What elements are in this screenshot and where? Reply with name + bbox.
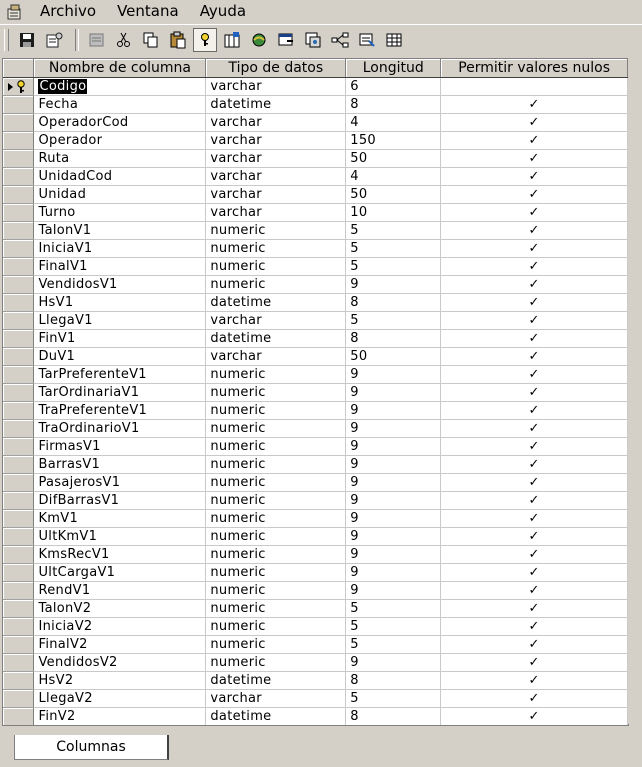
table-row[interactable]: [3, 438, 628, 456]
row-selector[interactable]: [3, 708, 34, 726]
table-row[interactable]: [3, 204, 628, 222]
cell-allow-nulls[interactable]: ✓: [441, 708, 628, 726]
cell-column-name[interactable]: UnidadCod: [34, 168, 206, 186]
paste-icon[interactable]: [166, 28, 190, 52]
cell-allow-nulls[interactable]: [441, 78, 628, 96]
row-selector[interactable]: [3, 510, 34, 528]
cell-allow-nulls[interactable]: ✓: [441, 402, 628, 420]
row-selector[interactable]: [3, 222, 34, 240]
cell-length[interactable]: 9: [346, 510, 441, 528]
row-selector[interactable]: [3, 474, 34, 492]
tab-strip: [0, 731, 642, 767]
cell-column-name[interactable]: TraPreferenteV1: [34, 402, 206, 420]
cell-allow-nulls[interactable]: ✓: [441, 384, 628, 402]
cell-data-type[interactable]: numeric: [206, 402, 346, 420]
cell-allow-nulls[interactable]: ✓: [441, 438, 628, 456]
right-pane: [628, 58, 642, 724]
row-selector[interactable]: [3, 528, 34, 546]
cell-data-type[interactable]: datetime: [206, 672, 346, 690]
cell-data-type[interactable]: numeric: [206, 420, 346, 438]
toolbar-separator: [75, 29, 79, 51]
cell-allow-nulls[interactable]: ✓: [441, 672, 628, 690]
table-row[interactable]: [3, 114, 628, 132]
cell-allow-nulls[interactable]: ✓: [441, 636, 628, 654]
cell-length[interactable]: 6: [346, 78, 441, 96]
cell-length[interactable]: 9: [346, 474, 441, 492]
cell-data-type[interactable]: varchar: [206, 78, 346, 96]
cell-allow-nulls[interactable]: ✓: [441, 510, 628, 528]
cell-data-type[interactable]: varchar: [206, 186, 346, 204]
cell-length[interactable]: 4: [346, 168, 441, 186]
columns-grid: [2, 58, 629, 726]
primary-key-icon: [15, 80, 27, 94]
cell-allow-nulls[interactable]: ✓: [441, 276, 628, 294]
header-row: [3, 59, 628, 78]
cell-data-type[interactable]: numeric: [206, 222, 346, 240]
toolbar: [0, 24, 642, 55]
cell-length[interactable]: 9: [346, 384, 441, 402]
cell-allow-nulls[interactable]: ✓: [441, 204, 628, 222]
row-selector[interactable]: [3, 132, 34, 150]
row-selector[interactable]: [3, 654, 34, 672]
cell-column-name[interactable]: LlegaV1: [34, 312, 206, 330]
cell-length[interactable]: 5: [346, 222, 441, 240]
cut-icon[interactable]: [112, 28, 136, 52]
cell-allow-nulls[interactable]: ✓: [441, 456, 628, 474]
menu-bar: [0, 0, 642, 23]
row-selector[interactable]: [3, 78, 34, 96]
cell-column-name[interactable]: UltCargaV1: [34, 564, 206, 582]
table-row[interactable]: [3, 348, 628, 366]
cell-length[interactable]: 8: [346, 672, 441, 690]
cell-data-type[interactable]: numeric: [206, 258, 346, 276]
table-row[interactable]: [3, 330, 628, 348]
table-row[interactable]: [3, 708, 628, 726]
delete-column-icon[interactable]: [247, 28, 271, 52]
cell-column-name[interactable]: [34, 78, 206, 96]
cell-data-type[interactable]: numeric: [206, 240, 346, 258]
row-selector[interactable]: [3, 96, 34, 114]
row-selector[interactable]: [3, 600, 34, 618]
table-row[interactable]: [3, 96, 628, 114]
row-selector[interactable]: [3, 258, 34, 276]
cell-column-name[interactable]: Unidad: [34, 186, 206, 204]
cell-column-name[interactable]: IniciaV2: [34, 618, 206, 636]
table-row[interactable]: [3, 78, 628, 96]
row-selector[interactable]: [3, 240, 34, 258]
cell-data-type[interactable]: numeric: [206, 438, 346, 456]
cell-length[interactable]: 10: [346, 204, 441, 222]
cell-length[interactable]: 9: [346, 402, 441, 420]
cell-data-type[interactable]: datetime: [206, 708, 346, 726]
table-row[interactable]: [3, 636, 628, 654]
cell-data-type[interactable]: numeric: [206, 456, 346, 474]
table-row[interactable]: [3, 168, 628, 186]
cell-allow-nulls[interactable]: ✓: [441, 600, 628, 618]
cell-length[interactable]: 9: [346, 366, 441, 384]
cell-allow-nulls[interactable]: ✓: [441, 348, 628, 366]
cell-column-name[interactable]: RendV1: [34, 582, 206, 600]
row-selector[interactable]: [3, 186, 34, 204]
save-icon[interactable]: [15, 28, 39, 52]
menu-archivo[interactable]: Archivo: [40, 2, 97, 20]
table-row[interactable]: [3, 672, 628, 690]
indexes-icon[interactable]: [301, 28, 325, 52]
cell-allow-nulls[interactable]: ✓: [441, 294, 628, 312]
table-row[interactable]: [3, 312, 628, 330]
cell-column-name[interactable]: VendidosV1: [34, 276, 206, 294]
header-length[interactable]: Longitud: [346, 59, 441, 78]
row-selector[interactable]: [3, 114, 34, 132]
cell-allow-nulls[interactable]: ✓: [441, 114, 628, 132]
table-view-icon[interactable]: [355, 28, 379, 52]
cell-allow-nulls[interactable]: ✓: [441, 258, 628, 276]
cell-data-type[interactable]: varchar: [206, 114, 346, 132]
cell-length[interactable]: 9: [346, 276, 441, 294]
table-row[interactable]: [3, 420, 628, 438]
cell-allow-nulls[interactable]: ✓: [441, 582, 628, 600]
cell-allow-nulls[interactable]: ✓: [441, 222, 628, 240]
cell-data-type[interactable]: varchar: [206, 690, 346, 708]
insert-column-icon[interactable]: [220, 28, 244, 52]
table-row[interactable]: [3, 654, 628, 672]
cell-allow-nulls[interactable]: ✓: [441, 186, 628, 204]
cell-length[interactable]: 8: [346, 708, 441, 726]
cell-column-name[interactable]: FinalV1: [34, 258, 206, 276]
cell-column-name[interactable]: Fecha: [34, 96, 206, 114]
cell-data-type[interactable]: numeric: [206, 276, 346, 294]
cell-data-type[interactable]: numeric: [206, 564, 346, 582]
cell-data-type[interactable]: varchar: [206, 204, 346, 222]
row-selector[interactable]: [3, 492, 34, 510]
table-row[interactable]: [3, 132, 628, 150]
cell-length[interactable]: 5: [346, 690, 441, 708]
cell-length[interactable]: 5: [346, 636, 441, 654]
row-selector[interactable]: [3, 384, 34, 402]
cell-data-type[interactable]: numeric: [206, 492, 346, 510]
cell-length[interactable]: 9: [346, 654, 441, 672]
row-selector[interactable]: [3, 582, 34, 600]
table-row[interactable]: [3, 366, 628, 384]
row-selector[interactable]: [3, 438, 34, 456]
cell-allow-nulls[interactable]: ✓: [441, 168, 628, 186]
properties-icon[interactable]: [42, 28, 66, 52]
cell-column-name[interactable]: TalonV2: [34, 600, 206, 618]
cell-column-name[interactable]: TarOrdinariaV1: [34, 384, 206, 402]
cell-data-type[interactable]: varchar: [206, 150, 346, 168]
cell-allow-nulls[interactable]: ✓: [441, 366, 628, 384]
cell-column-name[interactable]: FinalV2: [34, 636, 206, 654]
row-selector[interactable]: [3, 546, 34, 564]
cell-allow-nulls[interactable]: ✓: [441, 132, 628, 150]
row-selector[interactable]: [3, 150, 34, 168]
table-row[interactable]: [3, 474, 628, 492]
cell-length[interactable]: 5: [346, 618, 441, 636]
cell-data-type[interactable]: numeric: [206, 546, 346, 564]
cell-data-type[interactable]: datetime: [206, 96, 346, 114]
cell-column-name[interactable]: FinV1: [34, 330, 206, 348]
cell-length[interactable]: 9: [346, 546, 441, 564]
cell-data-type[interactable]: varchar: [206, 132, 346, 150]
cell-column-name[interactable]: FirmasV1: [34, 438, 206, 456]
table-row[interactable]: [3, 546, 628, 564]
cell-allow-nulls[interactable]: ✓: [441, 150, 628, 168]
row-selector[interactable]: [3, 204, 34, 222]
cell-data-type[interactable]: numeric: [206, 636, 346, 654]
cell-length[interactable]: 50: [346, 348, 441, 366]
table-row[interactable]: [3, 384, 628, 402]
toolbar-grip[interactable]: [4, 29, 9, 51]
cell-length[interactable]: 9: [346, 420, 441, 438]
cell-length[interactable]: 9: [346, 456, 441, 474]
cell-length[interactable]: 50: [346, 150, 441, 168]
table-row[interactable]: [3, 618, 628, 636]
cell-data-type[interactable]: varchar: [206, 168, 346, 186]
cell-length[interactable]: 9: [346, 438, 441, 456]
header-data-type[interactable]: Tipo de datos: [206, 59, 346, 78]
row-selector-header: [3, 59, 34, 78]
cell-length[interactable]: 5: [346, 240, 441, 258]
cell-allow-nulls[interactable]: ✓: [441, 96, 628, 114]
cell-data-type[interactable]: numeric: [206, 654, 346, 672]
cell-allow-nulls[interactable]: ✓: [441, 564, 628, 582]
cell-data-type[interactable]: numeric: [206, 366, 346, 384]
cell-length[interactable]: 8: [346, 96, 441, 114]
columns-table: [3, 59, 628, 726]
table-row[interactable]: [3, 492, 628, 510]
cell-data-type[interactable]: numeric: [206, 384, 346, 402]
cell-length[interactable]: 4: [346, 114, 441, 132]
row-selector[interactable]: [3, 672, 34, 690]
cell-column-name[interactable]: FinV2: [34, 708, 206, 726]
cell-column-name[interactable]: OperadorCod: [34, 114, 206, 132]
cell-column-name[interactable]: KmV1: [34, 510, 206, 528]
row-selector[interactable]: [3, 366, 34, 384]
cell-column-name[interactable]: IniciaV1: [34, 240, 206, 258]
row-selector[interactable]: [3, 402, 34, 420]
table-row[interactable]: [3, 258, 628, 276]
cell-allow-nulls[interactable]: ✓: [441, 420, 628, 438]
row-selector[interactable]: [3, 276, 34, 294]
cell-allow-nulls[interactable]: ✓: [441, 492, 628, 510]
copy-icon[interactable]: [139, 28, 163, 52]
table-row[interactable]: [3, 150, 628, 168]
cell-allow-nulls[interactable]: ✓: [441, 546, 628, 564]
constraints-icon[interactable]: [328, 28, 352, 52]
cell-column-name[interactable]: TraOrdinarioV1: [34, 420, 206, 438]
cell-length[interactable]: 9: [346, 582, 441, 600]
table-row[interactable]: [3, 528, 628, 546]
cell-length[interactable]: 9: [346, 564, 441, 582]
primary-key-icon[interactable]: [193, 28, 217, 52]
cell-column-name[interactable]: PasajerosV1: [34, 474, 206, 492]
cell-data-type[interactable]: varchar: [206, 348, 346, 366]
cell-data-type[interactable]: numeric: [206, 582, 346, 600]
cell-data-type[interactable]: datetime: [206, 330, 346, 348]
cell-length[interactable]: 50: [346, 186, 441, 204]
cell-allow-nulls[interactable]: ✓: [441, 240, 628, 258]
table-row[interactable]: [3, 240, 628, 258]
cell-column-name[interactable]: Turno: [34, 204, 206, 222]
cell-data-type[interactable]: numeric: [206, 510, 346, 528]
table-row[interactable]: [3, 222, 628, 240]
row-selector[interactable]: [3, 690, 34, 708]
cell-allow-nulls[interactable]: ✓: [441, 312, 628, 330]
cell-allow-nulls[interactable]: ✓: [441, 618, 628, 636]
row-selector[interactable]: [3, 456, 34, 474]
menu-ayuda[interactable]: Ayuda: [199, 2, 247, 20]
cell-length[interactable]: 9: [346, 528, 441, 546]
app-icon: [4, 2, 26, 22]
table-row[interactable]: [3, 294, 628, 312]
header-column-name[interactable]: Nombre de columna: [34, 59, 206, 78]
cell-length[interactable]: 5: [346, 600, 441, 618]
cell-length[interactable]: 5: [346, 312, 441, 330]
row-selector[interactable]: [3, 420, 34, 438]
cell-allow-nulls[interactable]: ✓: [441, 654, 628, 672]
table-row[interactable]: [3, 690, 628, 708]
row-selector[interactable]: [3, 330, 34, 348]
table-row[interactable]: [3, 510, 628, 528]
cell-column-name[interactable]: UltKmV1: [34, 528, 206, 546]
row-selector[interactable]: [3, 618, 34, 636]
cell-column-name[interactable]: HsV1: [34, 294, 206, 312]
row-selector[interactable]: [3, 348, 34, 366]
cell-column-name[interactable]: Operador: [34, 132, 206, 150]
cell-data-type[interactable]: varchar: [206, 312, 346, 330]
grid-view-icon[interactable]: [382, 28, 406, 52]
row-selector[interactable]: [3, 636, 34, 654]
tab-columnas[interactable]: Columnas: [14, 735, 169, 760]
cell-column-name[interactable]: HsV2: [34, 672, 206, 690]
cell-column-name[interactable]: DifBarrasV1: [34, 492, 206, 510]
current-row-arrow-icon: [8, 83, 13, 91]
cell-length[interactable]: 9: [346, 492, 441, 510]
cell-data-type[interactable]: datetime: [206, 294, 346, 312]
cell-length[interactable]: 8: [346, 330, 441, 348]
cell-column-name[interactable]: DuV1: [34, 348, 206, 366]
table-row[interactable]: [3, 276, 628, 294]
row-selector[interactable]: [3, 564, 34, 582]
cell-column-name[interactable]: KmsRecV1: [34, 546, 206, 564]
cell-allow-nulls[interactable]: ✓: [441, 690, 628, 708]
table-row[interactable]: [3, 582, 628, 600]
table-row[interactable]: [3, 456, 628, 474]
header-allow-nulls[interactable]: Permitir valores nulos: [441, 59, 628, 78]
cell-allow-nulls[interactable]: ✓: [441, 528, 628, 546]
cell-data-type[interactable]: numeric: [206, 474, 346, 492]
row-selector[interactable]: [3, 312, 34, 330]
selected-cell-text[interactable]: Codigo: [39, 79, 87, 94]
table-row[interactable]: [3, 600, 628, 618]
row-selector[interactable]: [3, 294, 34, 312]
cell-length[interactable]: 150: [346, 132, 441, 150]
generate-script-icon[interactable]: [85, 28, 109, 52]
cell-allow-nulls[interactable]: ✓: [441, 474, 628, 492]
cell-column-name[interactable]: VendidosV2: [34, 654, 206, 672]
table-row[interactable]: [3, 402, 628, 420]
cell-data-type[interactable]: numeric: [206, 528, 346, 546]
cell-column-name[interactable]: BarrasV1: [34, 456, 206, 474]
cell-column-name[interactable]: TalonV1: [34, 222, 206, 240]
cell-length[interactable]: 5: [346, 258, 441, 276]
menu-ventana[interactable]: Ventana: [117, 2, 179, 20]
cell-data-type[interactable]: numeric: [206, 618, 346, 636]
relationships-icon[interactable]: [274, 28, 298, 52]
cell-length[interactable]: 8: [346, 294, 441, 312]
cell-data-type[interactable]: numeric: [206, 600, 346, 618]
cell-column-name[interactable]: LlegaV2: [34, 690, 206, 708]
cell-column-name[interactable]: TarPreferenteV1: [34, 366, 206, 384]
table-row[interactable]: [3, 564, 628, 582]
row-selector[interactable]: [3, 168, 34, 186]
cell-allow-nulls[interactable]: ✓: [441, 330, 628, 348]
cell-column-name[interactable]: Ruta: [34, 150, 206, 168]
table-row[interactable]: [3, 186, 628, 204]
